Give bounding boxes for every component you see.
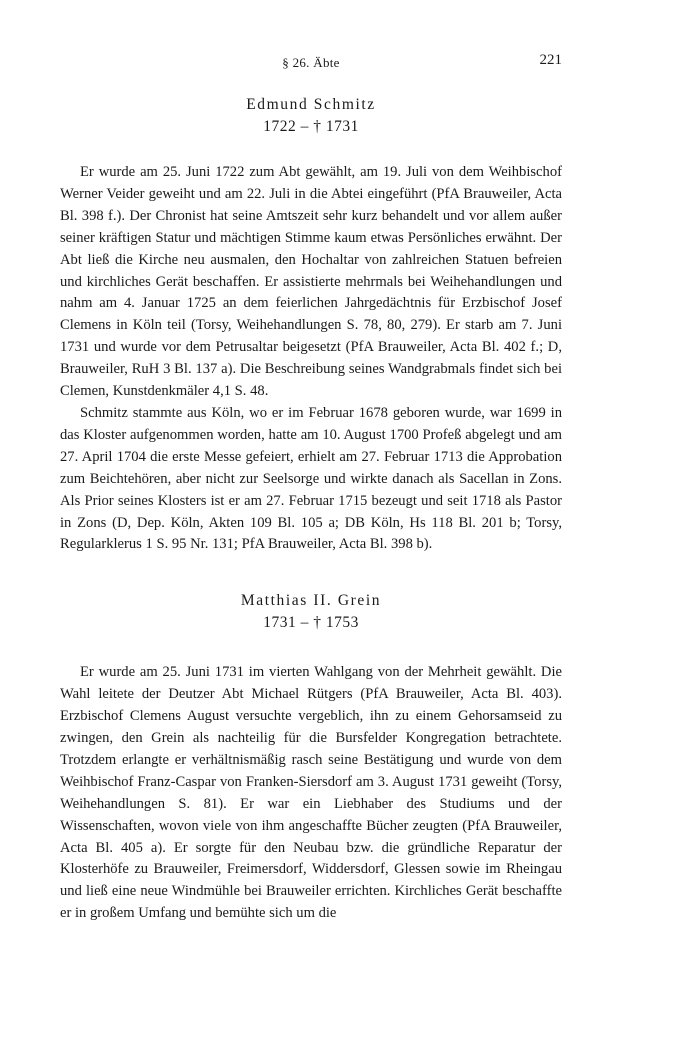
entry-body-grein [60,662,562,925]
entry-heading-grein [60,590,562,634]
paragraph: Er wurde am 25. Juni 1731 im vierten Wahlgang von der Mehrheit gewählt. Die Wahl leitete der Deutzer Abt Michael Rütgers (PfA Brauweiler, Acta Bl. 403). Erzbischof Clemens August versuchte vergeblich, ihn zu einem Gehorsamseid zu zwingen, den Grein als nachteilig für die Bursfelder Kongregation betrachtete. Trotzdem erlangte er verhältnismäßig rasch seine Bestätigung und wurde von dem Weihbischof Franz-Caspar von Franken-Siersdorf am 3. August 1731 geweiht (Torsy, Weihehandlungen S. 81). Er war ein Liebhaber des Studiums und der Wissenschaften, wovon viele von ihm angeschaffte Bücher zeugten (PfA Brauweiler, Acta Bl. 405 a). Er sorgte für den Neubau bzw. die gründliche Reparatur der Klosterhöfe zu Brauweiler, Freimersdorf, Widdersdorf, Glessen sowie im Rheingau und ließ eine neue Windmühle bei Brauweiler errichten. Kirchliches Gerät beschaffte er in großem Umfang und bemühte sich um die [60,664,562,922]
paragraph: Schmitz stammte aus Köln, wo er im Februar 1678 geboren wurde, war 1699 in das Kloster aufgenommen worden, hatte am 10. August 1700 Profeß abgelegt und am 27. April 1704 die erste Messe gefeiert, erhielt am 27. Februar 1713 die Approbation zum Beichtehören, aber nicht zur Seelsorge und wirkte danach als Sacellan in Zons. Als Prior seines Klosters ist er am 27. Februar 1715 bezeugt und seit 1718 als Pastor in Zons (D, Dep. Köln, Akten 109 Bl. 105 a; DB Köln, Hs 118 Bl. 201 b; Torsy, Regularklerus 1 S. 95 Nr. 131; PfA Brauweiler, Acta Bl. 398 b). [60,404,562,553]
abbot-name: Matthias II. Grein [240,592,382,610]
page-number: 221 [539,52,562,68]
paragraph: Er wurde am 25. Juni 1722 zum Abt gewählt, am 19. Juli von dem Weihbischof Werner Veider geweiht und am 22. Juli in die Abtei eingeführt (PfA Brauweiler, Acta Bl. 398 f.). Der Chronist hat seine Amtszeit sehr kurz behandelt und vor allem außer seiner kräftigen Statur und mächtigen Stimme kaum etwas Persönliches erwähnt. Der Abt ließ die Kirche neu ausmalen, den Hochaltar von zahlreichen Statuen befreien und kirchliches Gerät beschaffen. Er assistierte mehrmals bei Weihehandlungen und nahm am 4. Januar 1725 an dem feierlichen Jahrgedächtnis für Erzbischof Josef Clemens in Köln teil (Torsy, Weihehandlungen S. 78, 80, 279). Er starb am 7. Juni 1731 und wurde vor dem Petrusaltar beigesetzt (PfA Brauweiler, Acta Bl. 402 f.; D, Brauweiler, RuH 3 Bl. 137 a). Die Beschreibung seines Wandgrabmals findet sich bei Clemen, Kunstdenkmäler 4,1 S. 48. [60,164,562,400]
book-page [60,52,562,925]
entry-heading-schmitz [60,94,562,138]
abbot-dates: 1722 – † 1731 [263,118,359,135]
entry-body-schmitz [60,162,562,556]
section-title: § 26. Äbte [282,55,340,70]
abbot-name: Edmund Schmitz [246,96,376,113]
abbot-dates: 1731 – † 1753 [263,614,359,632]
running-head [60,52,562,76]
